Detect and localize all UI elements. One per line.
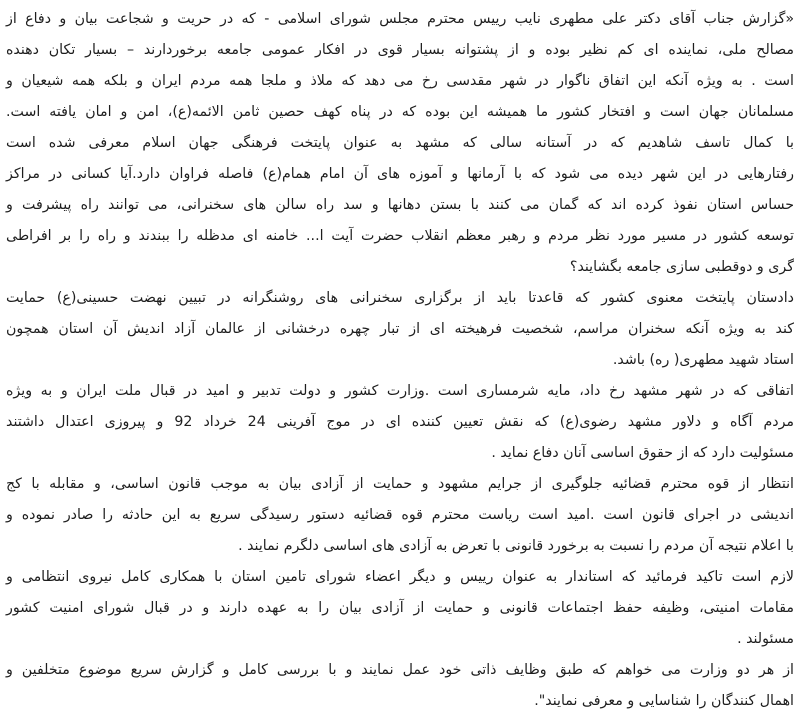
paragraph: [6, 376, 794, 469]
text-line: مسئولند .: [737, 631, 794, 647]
paragraph: [6, 4, 794, 128]
text-line: اتفاقی که در شهر مشهد رخ داد، مایه شرمساری است .وزارت کشور و دولت تدبیر و امید در قبال ملت ایران و به ویژه: [6, 383, 794, 399]
text-line: توسعه کشور در مسیر مورد نظر مردم و رهبر معظم انقلاب حضرت آیت ا... خامنه ای مدظله را ببندند و راه را بر افراطی: [6, 228, 794, 244]
text-line: گری و دوقطبی سازی جامعه بگشایند؟: [569, 259, 794, 275]
text-line: مصالح ملی، نماینده ای کم نظیر بوده و از پشتوانه بسیار قوی در افکار عمومی جامعه برخوردارند – بسیار تکان دهنده: [6, 42, 794, 58]
text-line: حساس استان نفوذ کرده اند که گمان می کنند با بستن دهانها و سد راه سالن های سخنرانی، می توانند راه پیشرفت و: [6, 197, 794, 213]
text-line: مسئولیت دارد که از حقوق اساسی آنان دفاع نماید .: [491, 445, 794, 461]
paragraph: [6, 283, 794, 376]
text-line: اندیشی در اجرای قانون است .امید است ریاست محترم قوه قضائیه دستور رسیدگی سریع به این حادثه را صادر نموده و: [6, 507, 794, 523]
text-line: انتظار از قوه محترم قضائیه جلوگیری از جرایم مشهود و حمایت از آزادی بیان به موجب قانون اساسی، و مقابله با کج: [6, 476, 794, 492]
text-line: با اعلام نتیجه آن مردم را نسبت به برخورد قانونی با تعرض به آزادی های اساسی دلگرم نمایند .: [238, 538, 794, 554]
text-line: اهمال کنندگان را شناسایی و معرفی نمایند".: [534, 693, 794, 709]
text-line: استاد شهید مطهری( ره) باشد.: [612, 352, 794, 368]
text-line: لازم است تاکید فرمائید که استاندار به عنوان رییس و دیگر اعضاء شورای تامین استان با همکاری کامل نیروی انتظامی و: [6, 569, 794, 585]
text-line: مردم آگاه و دلاور مشهد رضوی(ع) که نقش تعیین کننده ای در موج آفرینی 24 خرداد 92 و پیروزی اعتدال داشتند: [6, 414, 794, 430]
paragraph: [6, 655, 794, 717]
text-line: کند به ویژه آنکه سخنران مراسم، شخصیت فرهیخته ای از تبار چهره درخشانی از عالمان آزاد اندیش آن استان همچون: [6, 321, 794, 337]
paragraph: [6, 128, 794, 283]
text-line: است . به ویژه آنکه این اتفاق ناگوار در شهر مقدسی رخ می دهد که ملاذ و ملجا همه مردم ایران و بلکه همه شیعیان و: [6, 73, 794, 89]
paragraph: [6, 562, 794, 655]
text-line: با کمال تاسف شاهدیم که در آستانه سالی که مشهد به عنوان پایتخت فرهنگی جهان اسلام معرفی شده است: [6, 135, 794, 151]
text-line: از هر دو وزارت می خواهم که طبق وظایف ذاتی خود عمل نمایند و با بررسی کامل و گزارش سریع موضوع متخلفین و: [6, 662, 794, 678]
text-line: رفتارهایی در این شهر دیده می شود که با آرمانها و آموزه های آن امام همام(ع) فاصله فراوان دارد.آیا کسانی در مراکز: [6, 166, 794, 182]
text-line: دادستان پایتخت معنوی کشور که قاعدتا باید از برگزاری سخنرانی های روشنگرانه در تبیین نهضت حسینی(ع) حمایت: [6, 290, 794, 306]
text-line: مسلمانان جهان است و افتخار کشور ما همیشه این بوده که در پناه کهف حصین ثامن الائمه(ع)، امن و امان یافته است.: [6, 104, 794, 120]
text-line: مقامات امنیتی، وظیفه حفظ اجتماعات قانونی و حمایت از آزادی بیان را به عهده دارند و در قبال شورای امنیت کشور: [6, 600, 794, 616]
paragraph: [6, 469, 794, 562]
text-line: «گزارش جناب آقای دکتر علی مطهری نایب رییس محترم مجلس شورای اسلامی - که در حریت و شجاعت بیان و دفاع از: [6, 11, 794, 27]
